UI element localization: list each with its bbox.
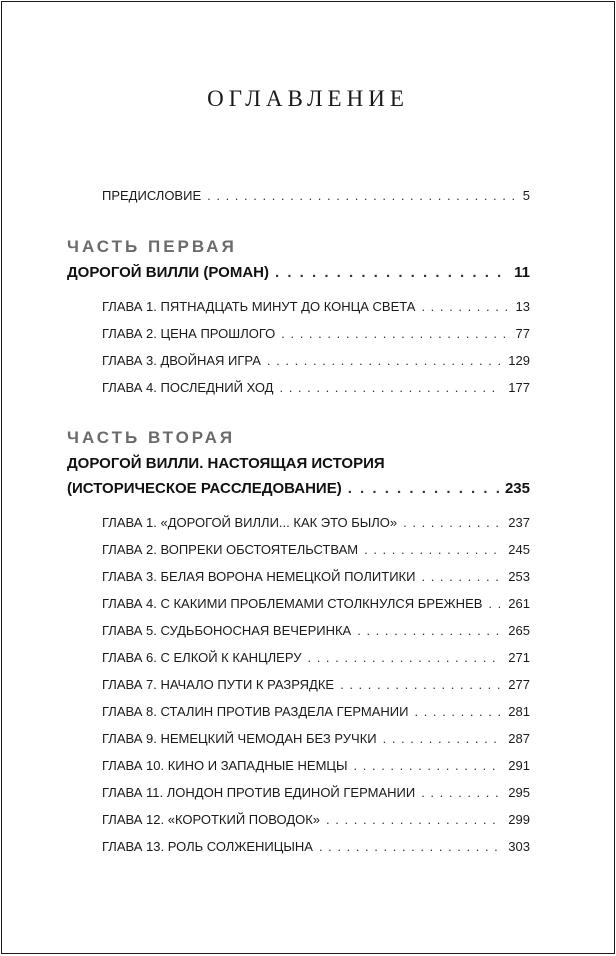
page-number: 245	[508, 542, 530, 557]
toc-entry-chapter[interactable]	[102, 569, 530, 584]
toc-entry-chapter[interactable]	[102, 704, 530, 719]
page-number: 177	[508, 380, 530, 395]
entry-label: ГЛАВА 1. «ДОРОГОЙ ВИЛЛИ... КАК ЭТО БЫЛО»	[102, 515, 398, 530]
page-number: 129	[508, 353, 530, 368]
dot-leader	[364, 542, 502, 557]
entry-label: ГЛАВА 9. НЕМЕЦКИЙ ЧЕМОДАН БЕЗ РУЧКИ	[102, 731, 377, 746]
toc-entry-chapter[interactable]	[102, 731, 530, 746]
part-title: (ИСТОРИЧЕСКОЕ РАССЛЕДОВАНИЕ)	[67, 480, 342, 497]
entry-label: ГЛАВА 10. КИНО И ЗАПАДНЫЕ НЕМЦЫ	[102, 758, 348, 773]
entry-label: ПРЕДИСЛОВИЕ	[102, 188, 202, 203]
part-title: ДОРОГОЙ ВИЛЛИ (РОМАН)	[67, 264, 269, 281]
dot-leader	[267, 353, 502, 368]
page-number: 235	[504, 480, 530, 497]
entry-label: ГЛАВА 4. ПОСЛЕДНИЙ ХОД	[102, 380, 274, 395]
dot-leader	[279, 380, 502, 395]
toc-page	[1, 1, 615, 954]
page-number: 77	[515, 326, 530, 341]
page-number: 295	[508, 785, 530, 800]
entry-label: ГЛАВА 6. С ЕЛКОЙ К КАНЦЛЕРУ	[102, 650, 302, 665]
dot-leader	[281, 326, 509, 341]
dot-leader	[421, 569, 502, 584]
dot-leader	[414, 704, 502, 719]
toc-entry-chapter[interactable]	[102, 380, 530, 395]
page-number: 277	[508, 677, 530, 692]
page-number: 5	[522, 188, 530, 203]
dot-leader	[488, 596, 502, 611]
toc-entry-chapter[interactable]	[102, 596, 530, 611]
part-label: ЧАСТЬ ВТОРАЯ	[67, 428, 236, 447]
entry-label: ГЛАВА 5. СУДЬБОНОСНАЯ ВЕЧЕРИНКА	[102, 623, 352, 638]
page-number: 265	[508, 623, 530, 638]
toc-entry-chapter[interactable]	[102, 353, 530, 368]
page-number: 281	[508, 704, 530, 719]
page-number: 13	[515, 299, 530, 314]
entry-label: ГЛАВА 11. ЛОНДОН ПРОТИВ ЕДИНОЙ ГЕРМАНИИ	[102, 785, 416, 800]
page-title: ОГЛАВЛЕНИЕ	[207, 86, 409, 111]
toc-entry-chapter[interactable]	[102, 839, 530, 854]
toc-entry-chapter[interactable]	[102, 650, 530, 665]
dot-leader	[307, 650, 502, 665]
dot-leader	[207, 188, 517, 203]
toc-entry-chapter[interactable]	[102, 623, 530, 638]
entry-label: ГЛАВА 3. ДВОЙНАЯ ИГРА	[102, 353, 261, 368]
dot-leader	[319, 839, 502, 854]
entry-label: ГЛАВА 2. ВОПРЕКИ ОБСТОЯТЕЛЬСТВАМ	[102, 542, 359, 557]
page-number: 253	[508, 569, 530, 584]
page-number: 299	[508, 812, 530, 827]
part-label: ЧАСТЬ ПЕРВАЯ	[67, 237, 237, 256]
page-number: 11	[514, 264, 530, 281]
dot-leader	[275, 264, 508, 281]
dot-leader	[421, 299, 509, 314]
dot-leader	[421, 785, 502, 800]
entry-label: ГЛАВА 3. БЕЛАЯ ВОРОНА НЕМЕЦКОЙ ПОЛИТИКИ	[102, 569, 416, 584]
page-number: 291	[508, 758, 530, 773]
page-number: 287	[508, 731, 530, 746]
toc-entry-chapter[interactable]	[102, 326, 530, 341]
dot-leader	[348, 480, 499, 497]
toc-entry-chapter[interactable]	[102, 785, 530, 800]
dot-leader	[354, 758, 503, 773]
entry-label: ГЛАВА 7. НАЧАЛО ПУТИ К РАЗРЯДКЕ	[102, 677, 335, 692]
part-title-line: ДОРОГОЙ ВИЛЛИ. НАСТОЯЩАЯ ИСТОРИЯ	[67, 455, 385, 472]
entry-label: ГЛАВА 1. ПЯТНАДЦАТЬ МИНУТ ДО КОНЦА СВЕТА	[102, 299, 416, 314]
part-title-entry[interactable]	[67, 480, 530, 497]
page-number: 237	[508, 515, 530, 530]
part-title-entry[interactable]	[67, 264, 530, 281]
entry-label: ГЛАВА 4. С КАКИМИ ПРОБЛЕМАМИ СТОЛКНУЛСЯ БРЕЖНЕВ	[102, 596, 483, 611]
toc-entry-chapter[interactable]	[102, 758, 530, 773]
page-number: 261	[508, 596, 530, 611]
dot-leader	[340, 677, 502, 692]
toc-entry-preface[interactable]	[102, 188, 530, 203]
page-number: 271	[508, 650, 530, 665]
dot-leader	[357, 623, 502, 638]
dot-leader	[326, 812, 502, 827]
page-number: 303	[508, 839, 530, 854]
entry-label: ГЛАВА 13. РОЛЬ СОЛЖЕНИЦЫНА	[102, 839, 313, 854]
entry-label: ГЛАВА 12. «КОРОТКИЙ ПОВОДОК»	[102, 812, 321, 827]
entry-label: ГЛАВА 2. ЦЕНА ПРОШЛОГО	[102, 326, 276, 341]
toc-entry-chapter[interactable]	[102, 812, 530, 827]
toc-entry-chapter[interactable]	[102, 677, 530, 692]
toc-entry-chapter[interactable]	[102, 542, 530, 557]
entry-label: ГЛАВА 8. СТАЛИН ПРОТИВ РАЗДЕЛА ГЕРМАНИИ	[102, 704, 409, 719]
dot-leader	[403, 515, 502, 530]
toc-entry-chapter[interactable]	[102, 299, 530, 314]
dot-leader	[383, 731, 503, 746]
toc-entry-chapter[interactable]	[102, 515, 530, 530]
